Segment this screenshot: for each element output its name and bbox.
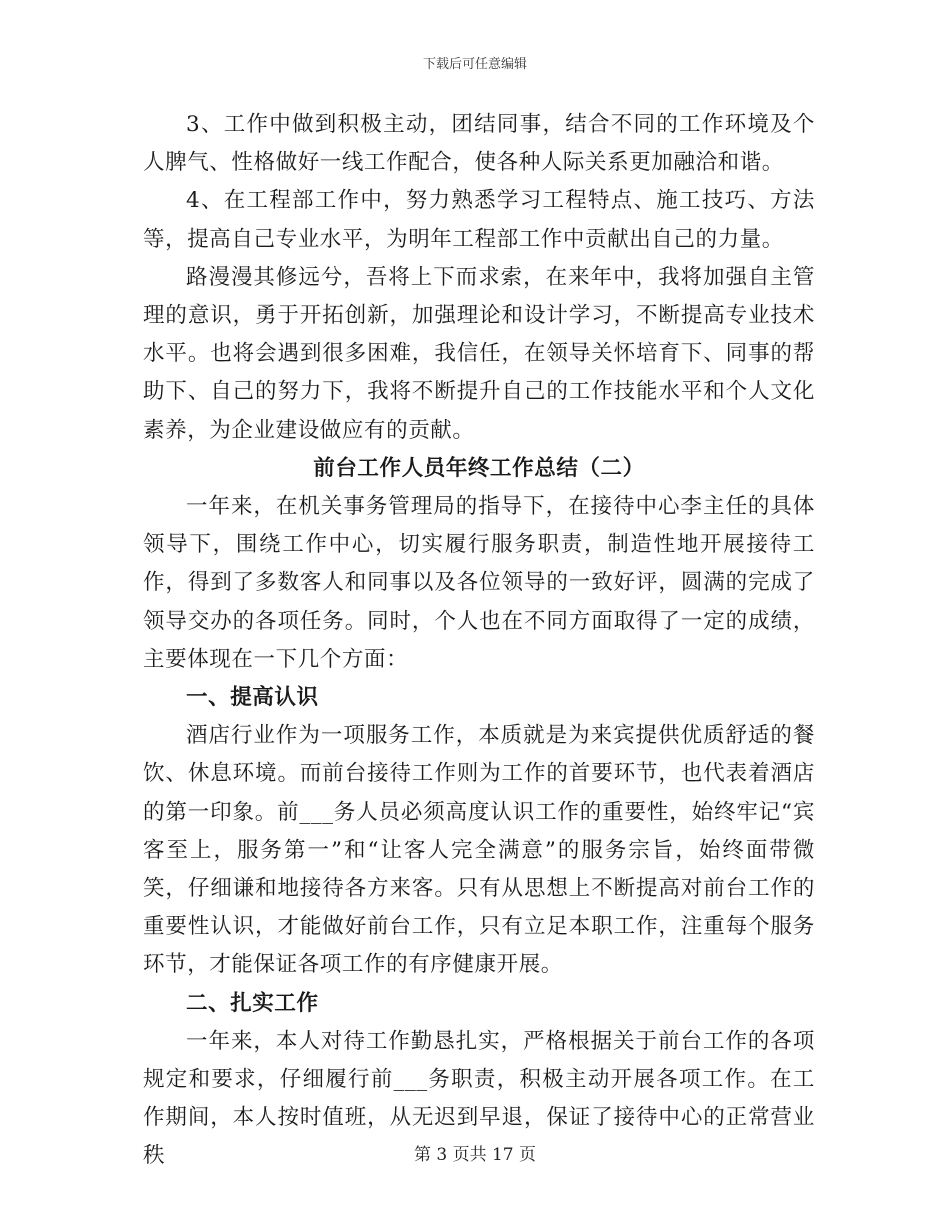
header-note: 下载后可任意编辑	[422, 57, 527, 72]
paragraph-awareness: 酒店行业作为一项服务工作，本质就是为来宾提供优质舒适的餐饮、休息环境。而前台接待工作则为工作的首要环节，也代表着酒店的第一印象。前___务人员必须高度认识工作的重要性，始终牢记“宾客至上，服务第一”和“让客人完全满意”的服务宗旨，始终面带微笑，仔细谦和地接待各方来客。只有从思想上不断提高对前台工作的重要性认识，才能做好前台工作，只有立足本职工作，注重每个服务环节，才能保证各项工作的有序健康开展。	[143, 723, 815, 978]
page-number: 第 3 页共 17 页	[413, 1145, 537, 1165]
paragraph-item-4: 4、在工程部工作中，努力熟悉学习工程特点、施工技巧、方法等，提高自己专业水平，为明年工程部工作中贡献出自己的力量。	[143, 188, 815, 252]
heading-solid-work: 二、扎实工作	[186, 990, 319, 1016]
paragraph-item-3: 3、工作中做到积极主动，团结同事，结合不同的工作环境及个人脾气、性格做好一线工作配合，使各种人际关系更加融洽和谐。	[143, 112, 815, 176]
section-title: 前台工作人员年终工作总结（二）	[313, 455, 645, 481]
heading-improve-awareness: 一、提高认识	[186, 685, 319, 711]
paragraph-intro: 一年来，在机关事务管理局的指导下，在接待中心李主任的具体领导下，围绕工作中心，切实履行服务职责，制造性地开展接待工作，得到了多数客人和同事以及各位领导的一致好评，圆满的完成了领导交办的各项任务。同时，个人也在不同方面取得了一定的成绩，主要体现在一下几个方面：	[143, 494, 815, 672]
paragraph-solid-work: 一年来，本人对待工作勤恳扎实，严格根据关于前台工作的各项规定和要求，仔细履行前___务职责，积极主动开展各项工作。在工作期间，本人按时值班，从无迟到早退，保证了接待中心的正常营业秩	[143, 1028, 815, 1169]
paragraph-closing: 路漫漫其修远兮，吾将上下而求索，在来年中，我将加强自主管理的意识，勇于开拓创新，加强理论和设计学习，不断提高专业技术水平。也将会遇到很多困难，我信任，在领导关怀培育下、同事的帮助下、自己的努力下，我将不断提升自己的工作技能水平和个人文化素养，为企业建设做应有的贡献。	[143, 264, 815, 443]
document-body	[143, 106, 815, 1176]
